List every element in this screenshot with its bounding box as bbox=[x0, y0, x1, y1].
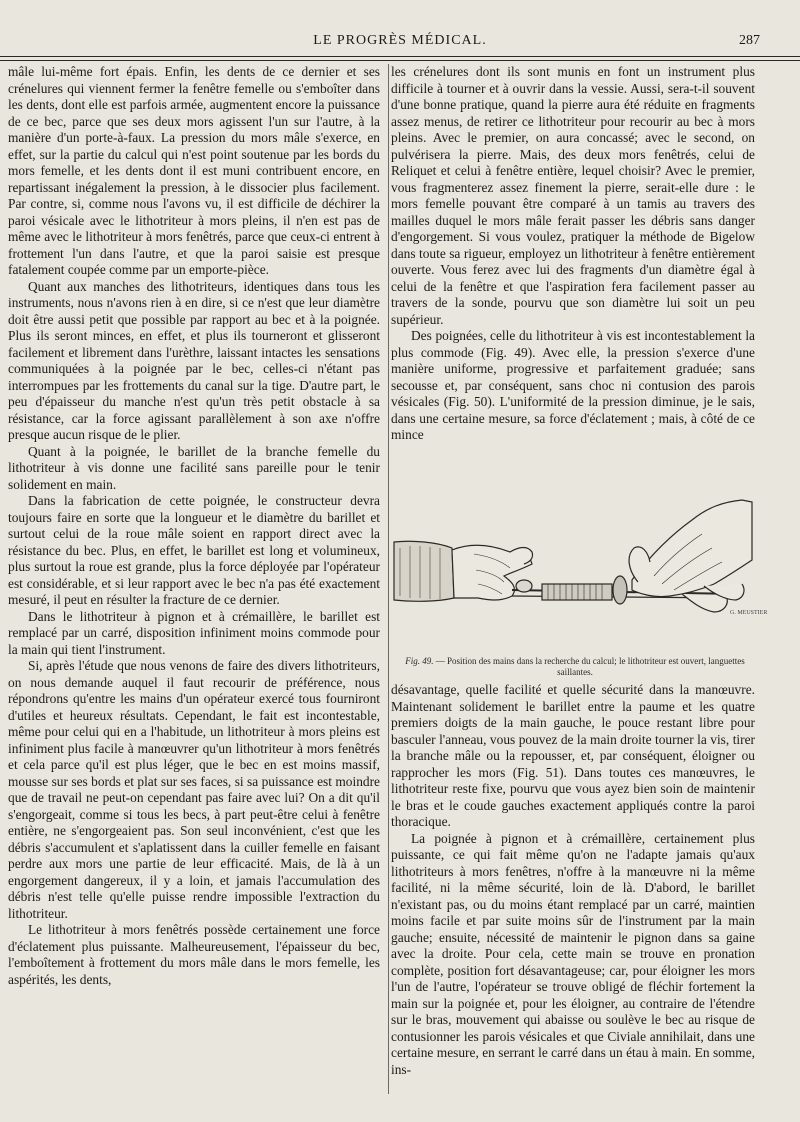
paragraph: Le lithotriteur à mors fenêtrés possède certainement une force d'éclatement plus puissante. Malheureusement, l'épaisseur du bec, l'emboîtement à frottement du mors mâle dans le mors femelle, les aspérités, les dents, bbox=[8, 922, 380, 987]
paragraph: Quant aux manches des lithotriteurs, identiques dans tous les instruments, nous n'avons rien à en dire, si ce n'est que leur diamètre doit être aussi petit que possible par rapport au bec et à la poignée. Plus ils seront minces, en effet, et plus ils tourneront et glisseront facilement et librement dans l'urèthre, laissant intactes les sensations communiquées à la poignée par le bec, celles-ci n'étant pas interrompues par les frottements du canal sur la tige. D'autre part, le peu d'épaisseur du manche n'est qu'un très petit obstacle à sa résistance, car la force agissant parallèlement à son axe n'offre presque aucun risque de le plier. bbox=[8, 278, 380, 442]
caption-text: — Position des mains dans la recherche du calcul; le lithotriteur est ouvert, languettes saillantes. bbox=[435, 656, 745, 677]
paragraph: Dans la fabrication de cette poignée, le constructeur devra toujours faire en sorte que la longueur et le diamètre du barillet et surtout celui de la roue mâle soient en rapport direct avec la résistance du bec. Plus, en effet, le barillet est long et volumineux, plus surtout la roue est grande, plus la force déployée par l'opérateur est considérable, et si leur rapport avec le bec n'a pas été exactement mesuré, il peut en résulter la fracture de ce dernier. bbox=[8, 493, 380, 607]
running-header bbox=[0, 30, 800, 52]
paragraph: Si, après l'étude que nous venons de faire des divers lithotriteurs, on nous demande auquel il faut recourir de préférence, nous répondrons qu'entre les mains d'un opérateur exercé tous fourniront d'utiles et heureux résultats. Cependant, le fait est incontestable, même pour celui qui en a l'habitude, un lithotriteur à mors pleins est infiniment plus facile à manœuvrer qu'un lithotriteur à mors fenêtrés et cela parce qu'il est plus léger, que le bec en est moins massif, mousse sur ses bords et plat sur ses faces, si sa puissance est moindre que de travail ne peut-on cependant pas faire avec lui? On a dit qu'il s'engorgeait, comme si tous les becs, à part peut-être celui à fenêtre entière, ne s'engorgeaient pas. Son seul inconvénient, c'est que les débris s'accumulent et s'aplatissent dans la cuiller femelle en faisant perdre aux mors une partie de leur efficacité. Mais, de là à un engorgement dangereux, il y a loin, et jamais l'accumulation des débris n'est telle qu'elle puisse rendre impossible l'extraction du lithotriteur. bbox=[8, 658, 380, 921]
header-rule-thin bbox=[0, 60, 800, 61]
paragraph: Des poignées, celle du lithotriteur à vis est incontestablement la plus commode (Fig. 49). Avec elle, la pression s'exerce d'une manière uniforme, progressive et parfaitement graduée; sans secousse et, par conséquent, sans choc ni contusion des parois vésicales (Fig. 50). L'uniformité de la pression diminue, je le sais, dans une certaine mesure, sa force d'éclatement ; mais, à côté de ce mince bbox=[391, 328, 755, 442]
left-column bbox=[8, 64, 380, 988]
paragraph: Dans le lithotriteur à pignon et à crémaillère, le barillet est remplacé par un carré, disposition infiniment moins commode pour la main qui tient l'instrument. bbox=[8, 608, 380, 657]
header-rule-thick bbox=[0, 56, 800, 57]
journal-title: LE PROGRÈS MÉDICAL. bbox=[313, 33, 487, 48]
hands-lithotriptor-engraving bbox=[392, 490, 754, 655]
caption-label: Fig. 49. bbox=[405, 656, 434, 666]
paragraph: La poignée à pignon et à crémaillère, certainement plus puissante, ce qui fait même qu'on ne l'adapte jamais qu'aux lithotriteurs à mors fenêtres, n'offre à la manœuvre ni la même facilité, ni la même sécurité, loin de là. D'abord, le barillet n'existant pas, ou du moins étant remplacé par un carré, maintien moins facile et par suite moins sûr de l'instrument par la main gauche; ensuite, nécessité de maintenir le pignon dans sa gaine avec la droite. Pour cela, cette main se trouve en pronation complète, position fort désavantageuse; car, pour éloigner les mors l'un de l'autre, l'opérateur se trouve obligé de fléchir fortement la main sur la poignée et, pour les éloigner, au contraire de l'étendre sur le bras, mouvement qui abaisse ou soulève le bec au risque de contusionner les parois vésicales et que Civiale annihilait, dans une certaine mesure, en serrant le carré dans un étau à main. En somme, ins- bbox=[391, 830, 755, 1077]
right-column-top bbox=[391, 64, 755, 444]
right-column-bottom bbox=[391, 682, 755, 1078]
paragraph: mâle lui-même fort épais. Enfin, les dents de ce dernier et ses crénelures qui viennent fermer la fenêtre femelle ou s'emboîter dans les dents, dont elle est parfois armée, augmentent encore la puissance de ce bec, parce que ses deux mors agissent l'un sur l'autre, à la manière d'un porte-à-faux. La pression du mors mâle s'exerce, en effet, sur la partie du calcul qui n'est point soutenue par les bords du mors femelle, et les dents dont il est muni contribuent encore, en repartissant inégalement la pression, à le dissocier plus facilement. Par contre, si, comme nous l'avons vu, il est difficile de déchirer la paroi vésicale avec le lithotriteur à mors pleins, il n'en est pas de même avec le lithotriteur à mors fenêtrés, parce que ceux-ci entrent à frottement l'un dans l'autre, et que la paroi saisie est presque fatalement coupée comme par un emporte-pièce. bbox=[8, 64, 380, 277]
column-divider bbox=[388, 64, 389, 1094]
paragraph: Quant à la poignée, le barillet de la branche femelle du lithotriteur à vis donne une facilité sans pareille pour le tenir solidement en main. bbox=[8, 443, 380, 492]
engraver-signature: G. MEUSTIER bbox=[730, 610, 768, 616]
figure-caption bbox=[400, 656, 750, 678]
paragraph: désavantage, quelle facilité et quelle sécurité dans la manœuvre. Maintenant solidement le barillet entre la paume et les quatre premiers doigts de la main gauche, le pouce restant libre pour basculer l'anneau, vous pouvez de la main droite tourner la vis, tirer la branche mâle ou la repousser, et, par conséquent, éloigner ou rapprocher les mors (Fig. 51). Dans toutes ces manœuvres, le lithotriteur reste fixe, pourvu que vous ayez bien soin de maintenir le bras et le coude gauches exactement appliqués contre la paroi thoracique. bbox=[391, 682, 755, 829]
page-number: 287 bbox=[739, 33, 760, 48]
figure-49-illustration bbox=[392, 490, 754, 655]
paragraph: les crénelures dont ils sont munis en font un instrument plus difficile à tourner et à ouvrir dans la vessie. Aussi, sera-t-il souvent d'une bonne pratique, quand la pierre aura été réduite en fragments assez menus, de retirer ce lithotriteur pour recourir au bec à mors pleins. Avec le premier, on aura concassé; avec le second, on pulvérisera la pierre. Mais, des deux mors fenêtrés, celui de Reliquet et celui à fenêtre entière, lequel choisir? Avec le premier, vous fragmenterez assez finement la pierre, serait-elle dure : le mors femelle pouvant être comparé à un tamis au travers des mailles duquel le mors mâle ferait passer les débris sans danger d'engorgement. Si vous voulez, pratiquer la méthode de Bigelow dans toute sa rigueur, employez un lithotriteur à fenêtre entièrement ouverte. Vous ferez avec lui des fragments d'un diamètre égal à celui de la fenêtre et que l'aspiration fera facilement passer au travers de la sonde, pourvu que son diamètre lui soit un peu supérieur. bbox=[391, 64, 755, 327]
